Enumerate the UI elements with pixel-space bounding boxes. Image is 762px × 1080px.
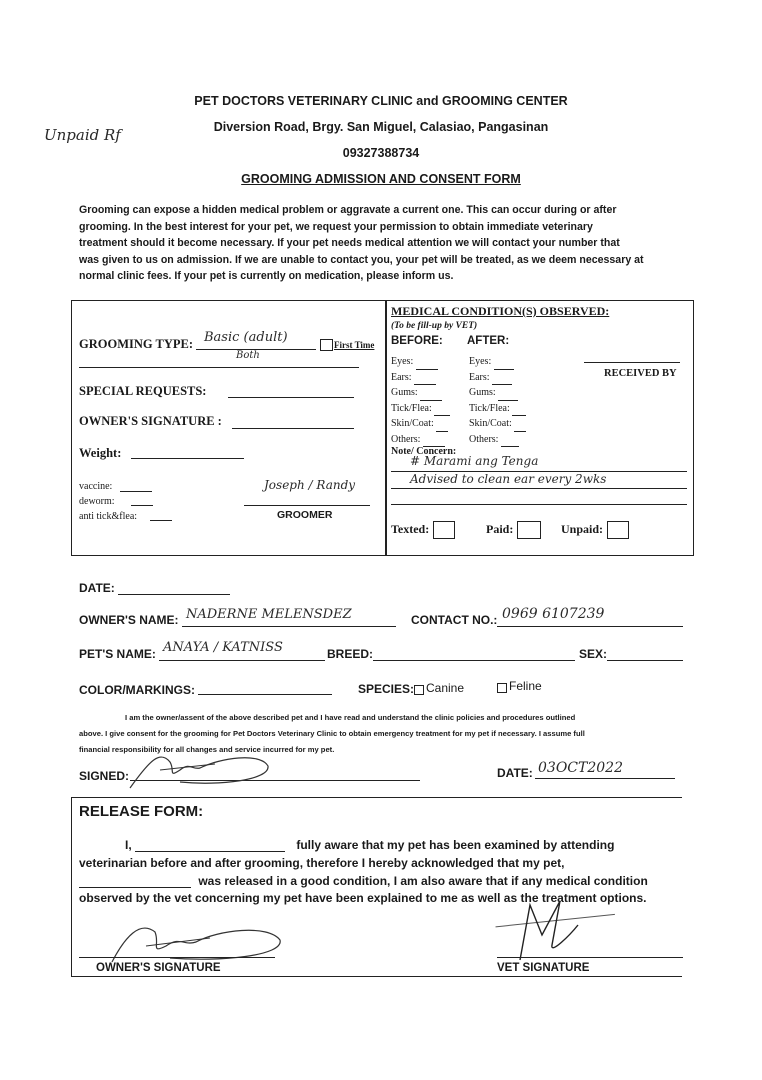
paid-checkbox[interactable] (517, 521, 541, 539)
contact-label: CONTACT NO.: (411, 613, 498, 627)
release-owner-sig-line[interactable] (79, 957, 275, 958)
owner-name-line (182, 626, 396, 627)
unpaid-checkbox[interactable] (607, 521, 629, 539)
intro-line: grooming. In the best interest for your pet, we request your permission to obtain immediate veterinary (79, 220, 593, 233)
after-label: AFTER: (467, 335, 510, 347)
color-line[interactable] (198, 694, 332, 695)
release-line1-suffix: fully aware that my pet has been examined by attending (296, 838, 615, 852)
date-line[interactable] (118, 594, 230, 595)
groomer-name[interactable]: Joseph / Randy (264, 478, 356, 492)
release-vet-sig-label: VET SIGNATURE (497, 962, 590, 974)
release-vet-sig-line[interactable] (497, 957, 683, 958)
form-title: GROOMING ADMISSION AND CONSENT FORM (241, 172, 521, 186)
antitick-line[interactable] (150, 520, 172, 521)
grooming-type-line-2 (79, 367, 359, 368)
received-by-line[interactable] (584, 362, 680, 363)
consent-line: I am the owner/assent of the above described pet and I have read and understand the clinic policies and procedures outlined (125, 713, 576, 722)
release-line-1 (79, 838, 679, 852)
owner-signature-line[interactable] (232, 428, 354, 429)
release-title: RELEASE FORM: (79, 803, 204, 820)
groomer-line (244, 505, 370, 506)
before-item: Gums: (391, 385, 450, 401)
first-time-label: First Time (334, 340, 375, 350)
release-line-4: observed by the vet concerning my pet have been explained to me as well as the treatment options. (79, 891, 647, 905)
canine-label: Canine (426, 681, 465, 695)
note-line-1[interactable]: # Marami ang Tenga (410, 454, 539, 468)
owner-signature-scribble (120, 740, 280, 800)
pet-name-line (159, 660, 325, 661)
antitick-label: anti tick&flea: (79, 511, 138, 522)
margin-note: Unpaid Rf (44, 126, 121, 144)
intro-line: was given to us on admission. If we are unable to contact you, your pet will be treated, as we deem necessary at (79, 253, 644, 266)
sex-line[interactable] (607, 660, 683, 661)
after-item: Skin/Coat: (469, 416, 526, 432)
feline-checkbox[interactable] (497, 683, 507, 693)
deworm-label: deworm: (79, 496, 115, 507)
release-name-line[interactable] (135, 839, 285, 852)
before-item: Others: (391, 432, 450, 448)
unpaid-label: Unpaid: (561, 521, 604, 536)
grooming-type-line (196, 349, 316, 350)
release-line-3 (79, 874, 679, 888)
intro-line: normal clinic fees. If your pet is currently on medication, please inform us. (79, 270, 454, 283)
intro-line: Grooming can expose a hidden medical problem or aggravate a current one. This can occur during or after (79, 204, 617, 216)
unpaid-field (561, 521, 629, 539)
special-requests-label: SPECIAL REQUESTS: (79, 384, 207, 398)
owner-name-label: OWNER'S NAME: (79, 613, 179, 627)
vaccine-label: vaccine: (79, 481, 113, 492)
signed-date-label: DATE: (497, 766, 533, 780)
clinic-phone: 09327388734 (342, 146, 420, 160)
signed-label: SIGNED: (79, 769, 130, 783)
consent-line: financial responsibility for all changes and service incurred for my pet. (79, 745, 335, 754)
grooming-type-label: GROOMING TYPE: (79, 337, 194, 351)
after-item: Others: (469, 432, 526, 448)
contact-line (497, 626, 683, 627)
texted-field (391, 521, 455, 539)
breed-line[interactable] (373, 660, 575, 661)
before-item: Ears: (391, 370, 450, 386)
vaccine-line[interactable] (120, 491, 152, 492)
species-label: SPECIES: (358, 682, 415, 696)
paid-field (486, 521, 541, 539)
grooming-type-value[interactable]: Basic (adult) (204, 330, 288, 345)
release-line-2: veterinarian before and after grooming, therefore I hereby acknowledged that my pet, (79, 856, 565, 870)
deworm-line[interactable] (131, 505, 153, 506)
clinic-address: Diversion Road, Brgy. San Miguel, Calasiao, Pangasinan (213, 120, 549, 134)
intro-paragraph (79, 202, 689, 285)
after-item: Eyes: (469, 354, 526, 370)
signed-date-line (535, 778, 675, 779)
first-time-checkbox[interactable] (320, 339, 333, 351)
before-label: BEFORE: (391, 335, 443, 347)
note-label: Note/ Concern: (391, 446, 457, 457)
release-pet-line[interactable] (79, 875, 191, 888)
before-item: Eyes: (391, 354, 450, 370)
note-rule-2 (391, 488, 687, 489)
before-list (391, 354, 450, 447)
before-item: Skin/Coat: (391, 416, 450, 432)
weight-label: Weight: (79, 446, 122, 460)
owner-name-value[interactable]: NADERNE MELENSDEZ (186, 607, 352, 622)
weight-line[interactable] (131, 458, 244, 459)
owner-signature-label: OWNER'S SIGNATURE : (79, 414, 222, 428)
canine-checkbox[interactable] (414, 685, 424, 695)
contact-value[interactable]: 0969 6107239 (502, 606, 605, 622)
vet-signature-scribble (500, 895, 590, 965)
release-line3-suffix: was released in a good condition, I am also aware that if any medical condition (198, 874, 648, 888)
groomer-label: GROOMER (277, 509, 333, 521)
after-item: Tick/Flea: (469, 401, 526, 417)
medical-title: MEDICAL CONDITION(S) OBSERVED: (391, 304, 610, 318)
sex-label: SEX: (579, 647, 608, 661)
release-line1-prefix: I, (125, 838, 132, 852)
medical-subtitle: (To be fill-up by VET) (391, 321, 478, 331)
breed-label: BREED: (327, 647, 374, 661)
special-requests-line[interactable] (228, 397, 354, 398)
color-label: COLOR/MARKINGS: (79, 683, 195, 697)
after-item: Gums: (469, 385, 526, 401)
pet-name-value[interactable]: ANAYA / KATNISS (163, 640, 283, 655)
date-label: DATE: (79, 581, 115, 595)
received-by-label: RECEIVED BY (604, 368, 677, 379)
note-line-2[interactable]: Advised to clean ear every 2wks (410, 472, 607, 486)
pet-name-label: PET'S NAME: (79, 647, 156, 661)
grooming-type-value-2[interactable]: Both (236, 350, 260, 361)
consent-line: above. I give consent for the grooming for Pet Doctors Veterinary Clinic to obtain emergency treatment for my pet if necessary. I assume full (79, 729, 585, 738)
after-item: Ears: (469, 370, 526, 386)
intro-line: treatment should it become necessary. If your pet needs medical attention we will contact your number that (79, 237, 620, 250)
paid-label: Paid: (486, 521, 514, 536)
clinic-name: PET DOCTORS VETERINARY CLINIC and GROOMING CENTER (194, 94, 568, 108)
texted-checkbox[interactable] (433, 521, 455, 539)
feline-label: Feline (509, 679, 542, 693)
after-list (469, 354, 526, 447)
release-owner-sig-label: OWNER'S SIGNATURE (96, 962, 221, 974)
note-rule-3 (391, 504, 687, 505)
signed-date-value[interactable]: 03OCT2022 (538, 760, 623, 776)
texted-label: Texted: (391, 521, 430, 536)
before-item: Tick/Flea: (391, 401, 450, 417)
